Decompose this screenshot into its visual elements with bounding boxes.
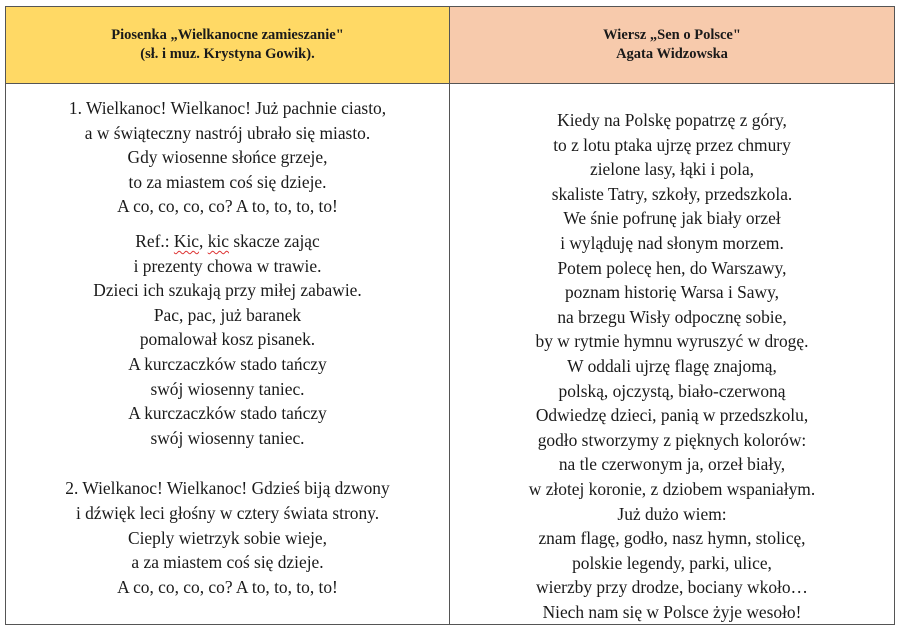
refrain-line: swój wiosenny taniec. [150, 378, 305, 399]
verse-line: 2. Wielkanoc! Wielkanoc! Gdzieś biją dzwony [65, 478, 390, 499]
spellcheck-word: kic [207, 230, 229, 251]
refrain-separator: , [199, 230, 208, 251]
poem-author: Agata Widzowska [616, 46, 728, 62]
refrain-first-line [6, 229, 449, 254]
poem-line: na tle czerwonym ja, orzeł biały, [558, 454, 786, 475]
song-credits: (sł. i muz. Krystyna Gowik). [140, 46, 315, 62]
poem-line: Potem polecę hen, do Warszawy, [557, 257, 787, 278]
verse-line: to za miastem coś się dzieje. [128, 171, 327, 192]
verse-line: A co, co, co, co? A to, to, to, to! [117, 576, 338, 597]
verse-line: a w świąteczny nastrój ubrało się miasto. [84, 122, 371, 143]
poem-line: w złotej koronie, z dziobem wspaniałym. [528, 478, 816, 499]
poem-line: by w rytmie hymnu wyruszyć w drogę. [535, 331, 809, 352]
poem-line: Odwiedzę dzieci, panią w przedszkolu, [535, 405, 809, 426]
poem-line: to z lotu ptaka ujrzę przez chmury [553, 134, 791, 155]
poem-line: polskie legendy, parki, ulice, [572, 552, 772, 573]
poem-line: Kiedy na Polskę popatrzę z góry, [557, 110, 787, 130]
refrain-line: Dzieci ich szukają przy miłej zabawie. [93, 280, 362, 301]
verse-line: Gdy wiosenne słońce grzeje, [127, 147, 328, 168]
poem-line: W oddali ujrzę flagę znajomą, [567, 355, 777, 376]
poem-line: Już dużo wiem: [617, 503, 727, 524]
poem-line: polską, ojczystą, biało-czerwoną [558, 380, 786, 401]
song-title: Piosenka „Wielkanocne zamieszanie" [111, 27, 344, 43]
verse-line: i dźwięk leci głośny w cztery świata strony. [75, 502, 380, 523]
poem-line: Niech nam się w Polsce żyje wesoło! [542, 601, 802, 622]
poem-line: na brzegu Wisły odpocznę sobie, [557, 306, 787, 327]
spellcheck-word: Kic [173, 230, 200, 251]
verse-line: 1. Wielkanoc! Wielkanoc! Już pachnie ciasto, [68, 98, 387, 118]
poem-title: Wiersz „Sen o Polsce" [603, 27, 741, 43]
refrain-line: i prezenty chowa w trawie. [133, 255, 322, 276]
poem-text-cell [450, 84, 895, 625]
verse-line: a za miastem coś się dzieje. [131, 552, 324, 573]
poem-header-cell [450, 7, 895, 84]
poem-line: skaliste Tatry, szkoły, przedszkola. [551, 183, 793, 204]
refrain-line: Pac, pac, już baranek [153, 304, 302, 325]
verse-line: Cieply wietrzyk sobie wieje, [128, 527, 327, 548]
verse-line: A co, co, co, co? A to, to, to, to! [117, 196, 338, 217]
poem-line: We śnie pofrunę jak biały orzeł [563, 208, 781, 229]
song-lyrics-cell [6, 84, 450, 625]
refrain [6, 229, 449, 450]
verse-2 [6, 476, 449, 599]
refrain-rest: skacze zając [228, 230, 320, 251]
poem-line: zielone lasy, łąki i pola, [589, 159, 755, 180]
refrain-line: swój wiosenny taniec. [150, 427, 305, 448]
song-header-cell [6, 7, 450, 84]
poem-line: i wyląduję nad słonym morzem. [560, 232, 784, 253]
header-row [6, 7, 895, 84]
poem-line: znam flagę, godło, nasz hymn, stolicę, [538, 528, 806, 549]
lyrics-table [5, 6, 895, 625]
poem-line: wierzby przy drodze, bociany wkoło… [536, 577, 808, 598]
poem-line: godło stworzymy z pięknych kolorów: [537, 429, 807, 450]
content-row [6, 84, 895, 625]
verse-1 [6, 96, 449, 219]
refrain-prefix: Ref.: [135, 230, 174, 251]
poem-line: poznam historię Warsa i Sawy, [564, 282, 779, 303]
refrain-line: pomalował kosz pisanek. [139, 329, 316, 350]
refrain-line: A kurczaczków stado tańczy [128, 353, 327, 374]
refrain-line: A kurczaczków stado tańczy [128, 403, 327, 424]
